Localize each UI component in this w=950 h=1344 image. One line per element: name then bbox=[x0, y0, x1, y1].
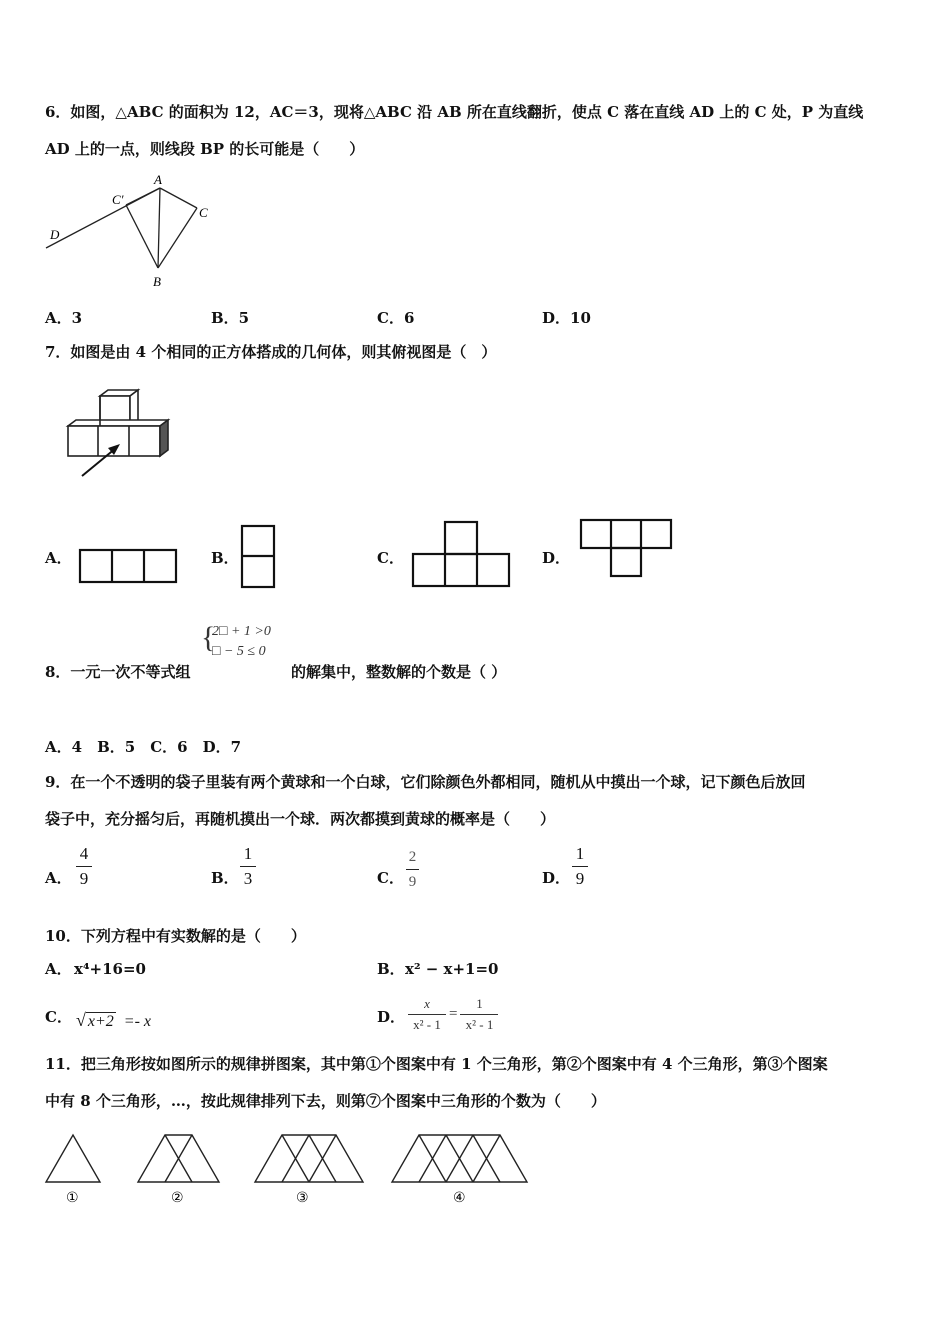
q10-option-a-text[interactable]: x⁴+16=0 bbox=[74, 960, 146, 978]
q10-option-d-label[interactable]: D． bbox=[377, 1008, 406, 1026]
q7-option-d-figure[interactable] bbox=[578, 517, 678, 581]
q8-suffix: 的解集中，整数解的个数是（ ） bbox=[291, 663, 507, 681]
q8-inequality-1: 2□ + 1 >0 bbox=[212, 624, 271, 639]
exam-page: 6．如图，△ABC 的面积为 12，AC＝3，现将△ABC 沿 AB 所在直线翻折，使点 C 落在直线 AD 上的 C 处，P 为直线 AD 上的一点，则线段 BP 的长可能是（ ） A C′ C D B A．3 B．5 C．6 D．10 7．如图是由 4 个相同的正方体搭成的几何体，则其俯视图是（ ） A． B． C． D． { 2□ + 1 >0 □ − 5 ≤ 0 8．一元一次不等式组 的解集中，整数解的个数是（ ） A．4 B．5 C．6 D．7 9．在一个不透明的袋子里装有两个黄球和一个白球，它们除颜色外都相同，随机从中摸出一个球，记下颜色后放回 袋子中，充分摇匀后，再随机摸出一个球．两次都摸到黄球的概率是（ ） A． 4 9 B． 1 3 C． 2 9 D． 1 9 10．下列方程中有实数解的是（ ） A． x⁴+16=0 B． x² − x+1=0 C． √ x+2 =- x D． x x² - 1 = 1 x² - 1 11．把三角形按如图所示的规律拼图案，其中第①个图案中有 1 个三角形，第②个图案中有 4 个三角形，第③个图案 中有 8 个三角形，…，按此规律排列下去，则第⑦个图案中三角形的个数为（ ） ① ② ③ ④ bbox=[0, 0, 950, 1344]
q6-option-d[interactable]: D．10 bbox=[542, 309, 591, 327]
q6-option-a[interactable]: A．3 bbox=[45, 309, 83, 327]
q10-d-den1: x² - 1 bbox=[413, 1017, 441, 1032]
q10-d-num1: x bbox=[424, 996, 430, 1011]
q9-option-c-label[interactable]: C． bbox=[377, 869, 404, 887]
q11-label-2: ② bbox=[171, 1190, 184, 1206]
q9-c-denominator: 9 bbox=[408, 874, 417, 890]
q6-line2: AD 上的一点，则线段 BP 的长可能是（ ） bbox=[45, 140, 365, 158]
q6-line1: 6．如图，△ABC 的面积为 12，AC＝3，现将△ABC 沿 AB 所在直线翻折，使点 C 落在直线 AD 上的 C 处，P 为直线 bbox=[45, 103, 864, 121]
q9-option-d-label[interactable]: D． bbox=[542, 869, 571, 887]
q9-line2: 袋子中，充分摇匀后，再随机摸出一个球．两次都摸到黄球的概率是（ ） bbox=[45, 810, 556, 828]
q9-option-b-fraction[interactable] bbox=[240, 845, 256, 888]
q10-option-a-label[interactable]: A． bbox=[45, 960, 72, 978]
label-A: A bbox=[154, 172, 162, 187]
q8-prefix: 8．一元一次不等式组 bbox=[45, 663, 191, 681]
q9-option-b-label[interactable]: B． bbox=[211, 869, 239, 887]
q10-option-c-expression[interactable]: √ x+2 =- x bbox=[76, 1010, 152, 1030]
label-C: C bbox=[199, 205, 208, 220]
q6-option-b[interactable]: B．5 bbox=[211, 309, 250, 327]
q9-a-numerator: 4 bbox=[79, 844, 89, 863]
q10-option-d-expression[interactable] bbox=[408, 996, 498, 1033]
q9-d-denominator: 9 bbox=[575, 869, 585, 888]
q11-label-4: ④ bbox=[453, 1190, 466, 1206]
q7-option-c-label[interactable]: C． bbox=[377, 549, 404, 567]
q11-triangle-patterns bbox=[42, 1130, 532, 1210]
q9-c-numerator: 2 bbox=[408, 849, 417, 865]
q7-option-b-figure[interactable] bbox=[240, 524, 280, 590]
q10-c-radicand: x+2 bbox=[87, 1013, 114, 1030]
q7-option-b-label[interactable]: B． bbox=[211, 549, 239, 567]
q10-line1: 10．下列方程中有实数解的是（ ） bbox=[45, 927, 306, 945]
q8-inequality-2: □ − 5 ≤ 0 bbox=[212, 644, 266, 659]
q9-a-denominator: 9 bbox=[79, 869, 89, 888]
q7-option-a-label[interactable]: A． bbox=[45, 549, 72, 567]
q10-option-c-label[interactable]: C． bbox=[45, 1008, 72, 1026]
q7-option-c-figure[interactable] bbox=[411, 520, 513, 590]
q10-option-b-text[interactable]: x² − x+1=0 bbox=[405, 960, 499, 978]
q10-d-equals: = bbox=[449, 1006, 458, 1022]
q7-option-d-label[interactable]: D． bbox=[542, 549, 571, 567]
q6-triangle-figure bbox=[42, 170, 222, 295]
q11-label-1: ① bbox=[66, 1190, 79, 1206]
q11-line2: 中有 8 个三角形，…，按此规律排列下去，则第⑦个图案中三角形的个数为（ ） bbox=[45, 1092, 606, 1110]
q9-d-numerator: 1 bbox=[575, 844, 585, 863]
q6-option-c[interactable]: C．6 bbox=[377, 309, 415, 327]
q7-line1: 7．如图是由 4 个相同的正方体搭成的几何体，则其俯视图是（ ） bbox=[45, 343, 497, 361]
q7-cube-figure bbox=[62, 388, 182, 483]
q7-option-a-figure[interactable] bbox=[78, 548, 180, 586]
q9-option-a-fraction[interactable] bbox=[76, 845, 92, 888]
q8-options[interactable]: A．4 B．5 C．6 D．7 bbox=[45, 738, 242, 756]
q9-line1: 9．在一个不透明的袋子里装有两个黄球和一个白球，它们除颜色外都相同，随机从中摸出一个球，记下颜色后放回 bbox=[45, 773, 806, 791]
q9-option-c-fraction[interactable] bbox=[406, 848, 419, 891]
q9-option-a-label[interactable]: A． bbox=[45, 869, 72, 887]
q9-b-denominator: 3 bbox=[243, 869, 253, 888]
label-B: B bbox=[153, 274, 161, 289]
q10-d-den2: x² - 1 bbox=[465, 1017, 494, 1032]
q10-option-b-label[interactable]: B． bbox=[377, 960, 405, 978]
q9-b-numerator: 1 bbox=[243, 844, 253, 863]
q10-c-rhs: =- x bbox=[123, 1013, 152, 1030]
q9-option-d-fraction[interactable] bbox=[572, 845, 588, 888]
q11-line1: 11．把三角形按如图所示的规律拼图案，其中第①个图案中有 1 个三角形，第②个图案中有 4 个三角形，第③个图案 bbox=[45, 1055, 828, 1073]
q11-label-3: ③ bbox=[296, 1190, 309, 1206]
label-C-prime: C′ bbox=[112, 192, 124, 207]
label-D: D bbox=[50, 227, 60, 242]
q10-d-num2: 1 bbox=[476, 996, 483, 1011]
